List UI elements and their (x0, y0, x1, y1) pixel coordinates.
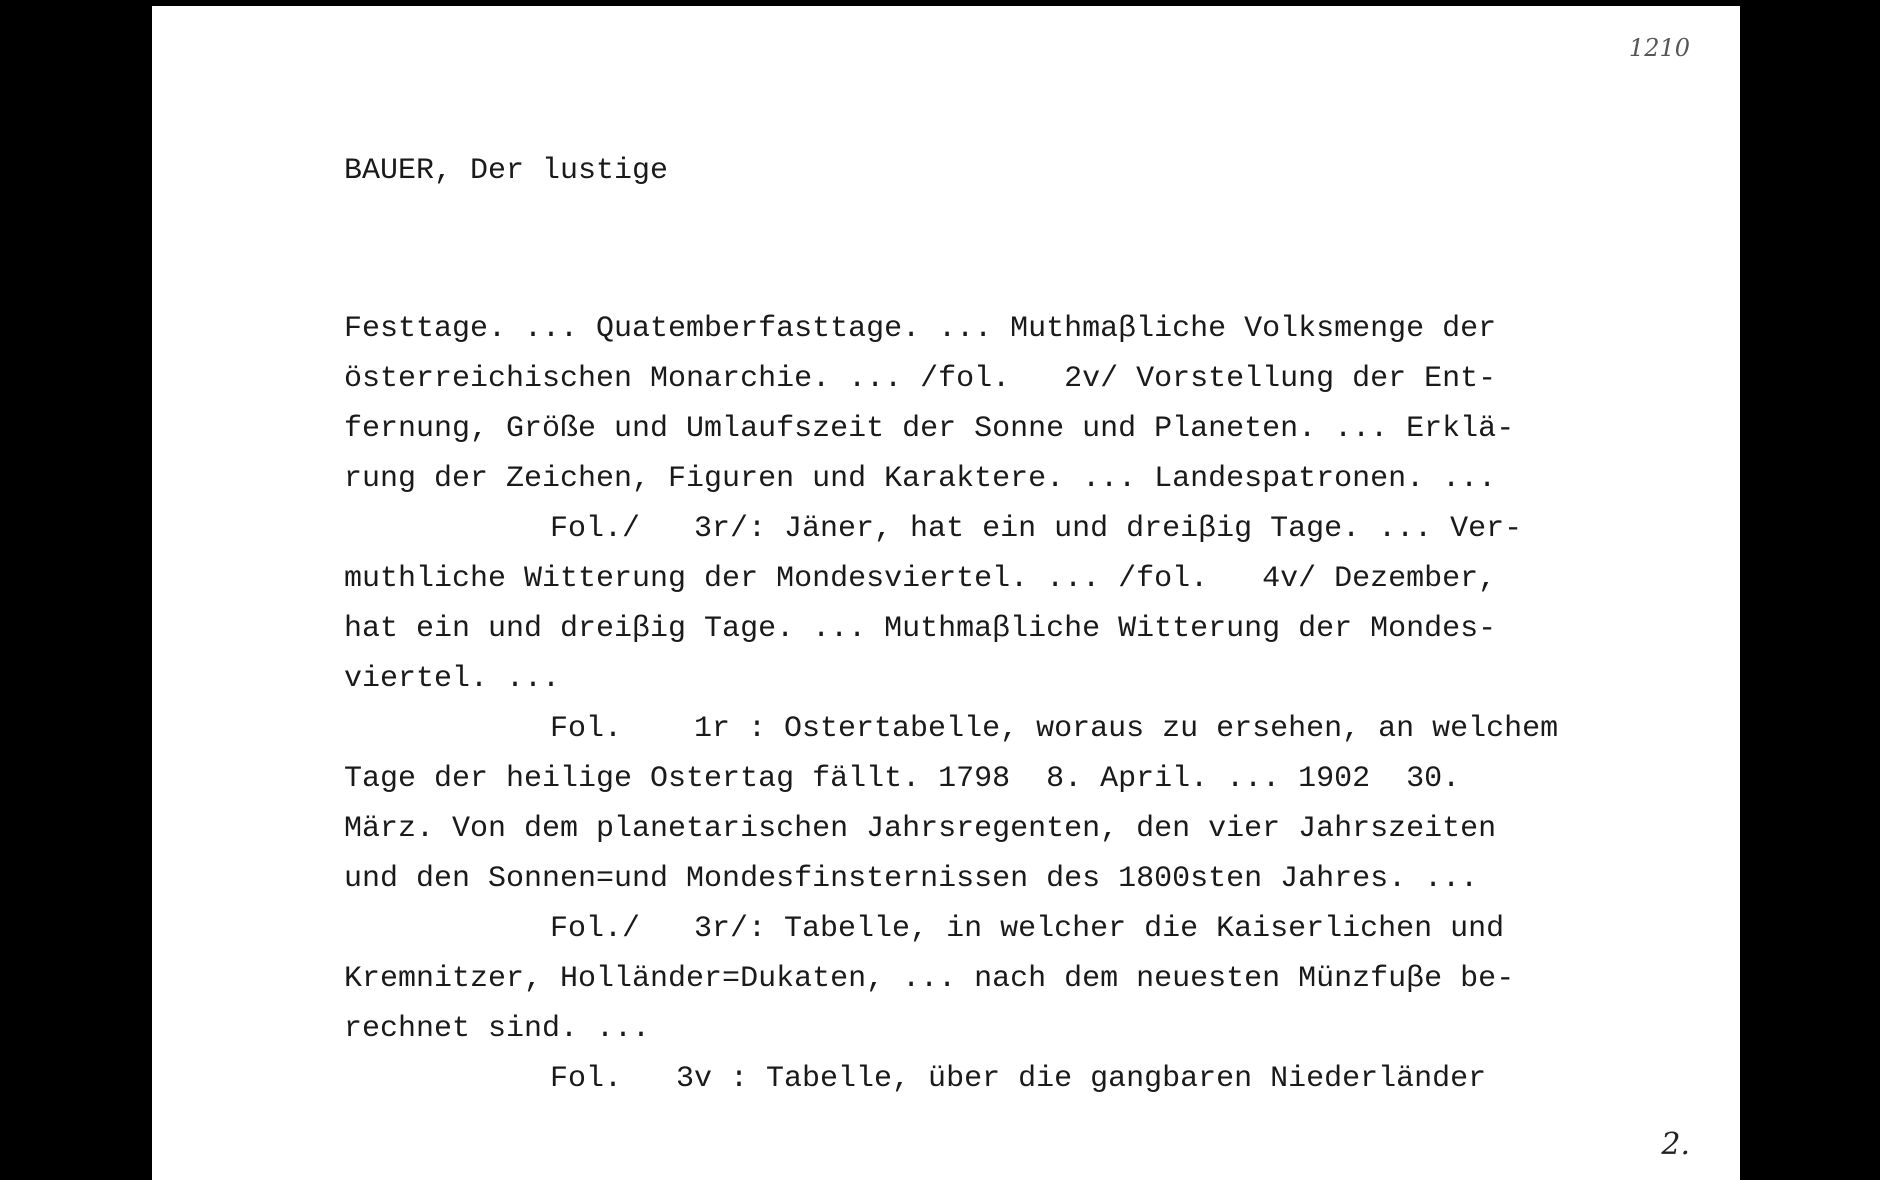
text-line: Festtage. ... Quatemberfasttage. ... Muthmaβliche Volksmenge der (344, 312, 1497, 346)
text-line: rung der Zeichen, Figuren und Karaktere. ... Landespatronen. ... (344, 462, 1497, 496)
text-line: Fol. 3v : Tabelle, über die gangbaren Niederländer (550, 1062, 1487, 1096)
text-line: fernung, Größe und Umlaufszeit der Sonne und Planeten. ... Erklä- (344, 412, 1515, 446)
text-line: und den Sonnen=und Mondesfinsternissen des 1800sten Jahres. ... (344, 862, 1479, 896)
text-line: März. Von dem planetarischen Jahrsregenten, den vier Jahrszeiten (344, 812, 1497, 846)
text-line: Tage der heilige Ostertag fällt. 1798 8. April. ... 1902 30. (344, 762, 1461, 796)
text-line: viertel. ... (344, 662, 561, 696)
page-number: 1210 (1628, 34, 1690, 62)
text-line: Fol. 1r : Ostertabelle, woraus zu ersehen, an welchem (550, 712, 1559, 746)
text-line: österreichischen Monarchie. ... /fol. 2v/ Vorstellung der Ent- (344, 362, 1497, 396)
document-heading: BAUER, Der lustige (344, 154, 669, 188)
corner-mark: 2. (1661, 1127, 1690, 1162)
text-line: Kremnitzer, Holländer=Dukaten, ... nach dem neuesten Münzfuβe be- (344, 962, 1515, 996)
text-line: hat ein und dreiβig Tage. ... Muthmaβliche Witterung der Mondes- (344, 612, 1497, 646)
document-body (344, 304, 1674, 1104)
text-line: Fol./ 3r/: Tabelle, in welcher die Kaiserlichen und (550, 912, 1505, 946)
text-line: Fol./ 3r/: Jäner, hat ein und dreiβig Tage. ... Ver- (550, 512, 1523, 546)
document-page (152, 6, 1740, 1180)
text-line: muthliche Witterung der Mondesviertel. ... /fol. 4v/ Dezember, (344, 562, 1497, 596)
text-line: rechnet sind. ... (344, 1012, 651, 1046)
